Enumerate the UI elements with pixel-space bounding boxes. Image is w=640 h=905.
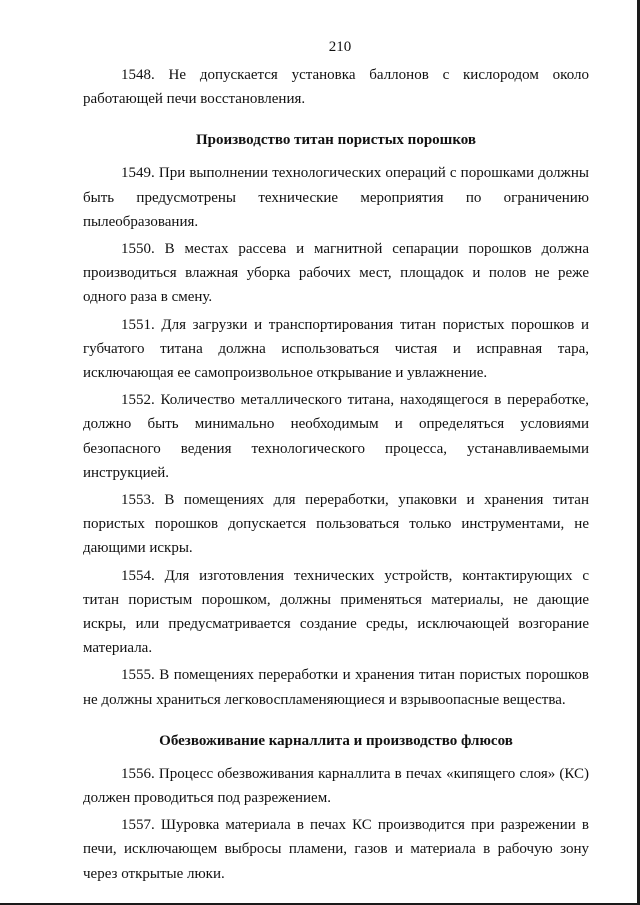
paragraph-1549: 1549. При выполнении технологических операций с порошками должны быть предусмотрены технические мероприятия по ограничению пылеобразования.: [83, 165, 589, 230]
paragraph-1548: 1548. Не допускается установка баллонов с кислородом около работающей печи восстановления.: [83, 67, 589, 108]
paragraph-1550: 1550. В местах рассева и магнитной сепарации порошков должна производиться влажная уборка рабочих мест, площадок и полов не реже одного раза в смену.: [83, 241, 589, 306]
paragraph-1553: 1553. В помещениях для переработки, упаковки и хранения титан пористых порошков допускается пользоваться только инструментами, не дающими искры.: [83, 492, 589, 557]
paragraph-1551: 1551. Для загрузки и транспортирования титан пористых порошков и губчатого титана должна использоваться чистая и исправная тара, исключающая ее самопроизвольное открывание и увлажнение.: [83, 316, 589, 382]
document-body: [83, 63, 589, 889]
paragraph-1552: 1552. Количество металлического титана, находящегося в переработке, должно быть минимально необходимым и определяться условиями безопасного ведения технологического процесса, устанавливаемыми инструкцией.: [83, 392, 589, 481]
paragraph-1555: 1555. В помещениях переработки и хранения титан пористых порошков не должны храниться легковоспламеняющиеся и взрывоопасные вещества.: [83, 667, 589, 708]
paragraph-1557: 1557. Шуровка материала в печах КС производится при разрежении в печи, исключающем выбросы пламени, газов и материала в рабочую зону через открытые люки.: [83, 817, 589, 882]
paragraph-1554: 1554. Для изготовления технических устройств, контактирующих с титан пористым порошком, должны применяться материалы, не дающие искры, или предусматривается создание среды, исключающей возгорание материала.: [83, 567, 589, 657]
section-heading-titanium-powders: Производство титан пористых порошков: [196, 132, 476, 149]
paragraph-1556: 1556. Процесс обезвоживания карналлита в печах «кипящего слоя» (КС) должен проводиться под разрежением.: [83, 765, 589, 807]
section-heading-carnallite: Обезвоживание карналлита и производство флюсов: [159, 732, 513, 749]
page-number: 210: [328, 39, 352, 55]
